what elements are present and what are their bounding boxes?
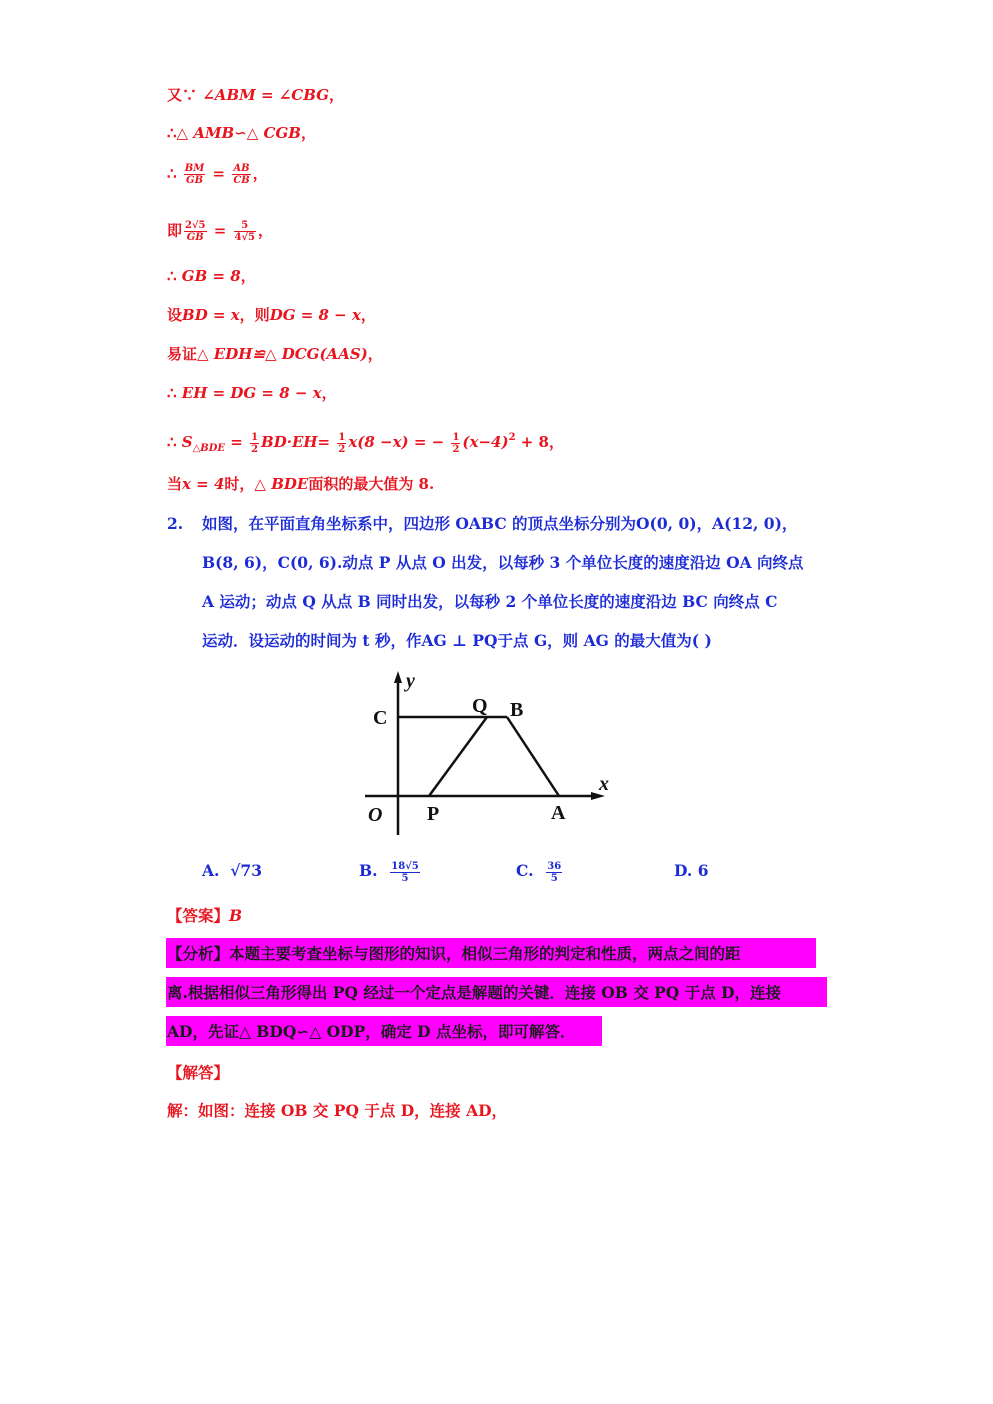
text: ， [258, 221, 274, 240]
answer-line [167, 906, 242, 926]
math: (x−4) [462, 433, 509, 451]
text: ， [301, 124, 317, 142]
text: ， [321, 384, 337, 402]
solution-line-10 [167, 474, 434, 494]
option-b[interactable] [359, 860, 422, 884]
option-d[interactable] [674, 860, 709, 882]
denominator: 2 [338, 443, 346, 455]
fraction [232, 163, 250, 186]
label-x: x [599, 773, 609, 795]
text: ∴ [167, 267, 182, 285]
numerator: 1 [251, 431, 259, 443]
analysis-line-1: 【分析】本题主要考查坐标与图形的知识，相似三角形的判定和性质，两点之间的距 [167, 944, 741, 963]
option-value: 6 [697, 861, 709, 880]
option-letter: C. [516, 861, 534, 880]
label-o: O [368, 804, 383, 826]
question-number: 2. [167, 514, 184, 533]
question-line-4: 运动．设运动的时间为 t 秒，作AG ⊥ PQ于点 G，则 AG 的最大值为( ) [202, 631, 712, 650]
text: ， [367, 345, 383, 363]
analysis-line-3: AD，先证△ BDQ∽△ ODP，确定 D 点坐标，即可解答． [167, 1022, 576, 1041]
text: 设 [167, 306, 183, 324]
question-line-1: 如图，在平面直角坐标系中，四边形 OABC 的顶点坐标分别为O(0, 0)，A(12, 0)， [202, 514, 798, 533]
text: ， [548, 433, 564, 451]
math: ∠ABM = ∠CBG [202, 86, 330, 104]
option-letter: B. [359, 861, 378, 880]
segment-pq [429, 717, 487, 796]
math: GB = 8 [181, 267, 241, 285]
numerator: 36 [547, 860, 562, 872]
math: EDH≌△ DCG(AAS) [213, 345, 368, 363]
denominator: GB [186, 175, 204, 186]
label-y: y [406, 670, 415, 692]
text: = [208, 221, 232, 240]
option-c[interactable] [516, 860, 564, 884]
numerator: 1 [338, 431, 346, 443]
denominator: GB [186, 232, 204, 243]
text: + 8 [515, 433, 549, 451]
numerator: 18√5 [391, 860, 419, 872]
solution-line-7 [167, 344, 383, 364]
text: 又∵ [167, 86, 203, 104]
text: ∴ [167, 164, 182, 183]
solution-line-2 [167, 123, 316, 143]
denominator: 2 [452, 443, 460, 455]
math: AMB∽△ CGB [193, 124, 301, 142]
fraction [184, 163, 206, 186]
option-letter: A. [202, 861, 220, 880]
question-line-2: B(8, 6)，C(0, 6).动点 P 从点 O 出发，以每秒 3 个单位长度的速度沿边 OA 向终点 [202, 553, 804, 572]
numerator: BM [184, 163, 205, 174]
y-axis-arrow-icon [394, 671, 402, 683]
label-c: C [373, 707, 388, 729]
denominator: 2 [251, 443, 259, 455]
label-a: A [551, 802, 566, 824]
solution-line-3 [167, 163, 268, 186]
text: ，则 [239, 306, 270, 324]
denominator: 5 [550, 872, 558, 884]
text: 易证△ [167, 345, 214, 363]
segment-ba [507, 717, 559, 796]
fraction [390, 861, 419, 884]
fraction [337, 432, 346, 455]
text: ， [329, 86, 345, 104]
math: x = 4 [182, 475, 225, 493]
label-b: B [510, 699, 524, 721]
answer-label: 【答案】 [167, 906, 230, 925]
solution-first-line: 解：如图：连接 OB 交 PQ 于点 D，连接 AD， [167, 1101, 508, 1120]
solution-line-1 [167, 85, 344, 105]
label-p: P [427, 803, 440, 825]
analysis-line-2: 离.根据相似三角形得出 PQ 经过一个定点是解题的关键．连接 OB 交 PQ 于点 D，连接 [167, 983, 782, 1002]
text: = [207, 164, 231, 183]
question-line-3: A 运动；动点 Q 从点 B 同时出发，以每秒 2 个单位长度的速度沿边 BC 向终点 C [202, 592, 778, 611]
text: 当 [167, 475, 183, 493]
text: 时，△ [224, 475, 272, 493]
numerator: 1 [452, 431, 460, 443]
coordinate-figure [355, 665, 625, 845]
text: ， [252, 164, 268, 183]
math: x(8 −x) = − [348, 433, 450, 451]
fraction [546, 861, 562, 884]
fraction [234, 220, 257, 243]
option-letter: D. [674, 861, 693, 880]
superscript: 2 [508, 432, 516, 443]
numerator: AB [233, 163, 250, 174]
fraction [250, 432, 259, 455]
text: 面积的最大值为 8. [308, 475, 435, 493]
numerator: 2√5 [185, 220, 206, 231]
solution-line-8 [167, 383, 337, 403]
text: 即 [167, 221, 183, 240]
solution-line-5 [167, 266, 256, 286]
denominator: 5 [401, 872, 409, 884]
solution-line-4 [167, 220, 273, 243]
math: S [181, 433, 193, 451]
numerator: 5 [234, 220, 257, 232]
text: ∴ [167, 433, 182, 451]
fraction [184, 220, 207, 243]
math: BD = x [182, 306, 240, 324]
text: ∴ [167, 384, 182, 402]
text: ， [240, 267, 256, 285]
math: BDE [271, 475, 309, 493]
label-q: Q [472, 695, 488, 717]
math: DG = 8 − x [269, 306, 361, 324]
option-value: √73 [230, 861, 262, 880]
math: EH = DG = 8 − x [181, 384, 322, 402]
solution-label: 【解答】 [167, 1063, 230, 1082]
text: ， [360, 306, 376, 324]
fraction [451, 432, 460, 455]
math: BD·EH= [261, 433, 336, 451]
denominator: CB [233, 175, 250, 186]
subscript: △BDE [192, 443, 226, 454]
text: ∴△ [167, 124, 194, 142]
option-a[interactable] [202, 860, 262, 882]
solution-line-6 [167, 305, 376, 325]
denominator: 4√5 [234, 232, 256, 243]
answer-value: B [229, 906, 243, 925]
text: = [225, 433, 249, 451]
solution-line-9 [167, 428, 564, 459]
